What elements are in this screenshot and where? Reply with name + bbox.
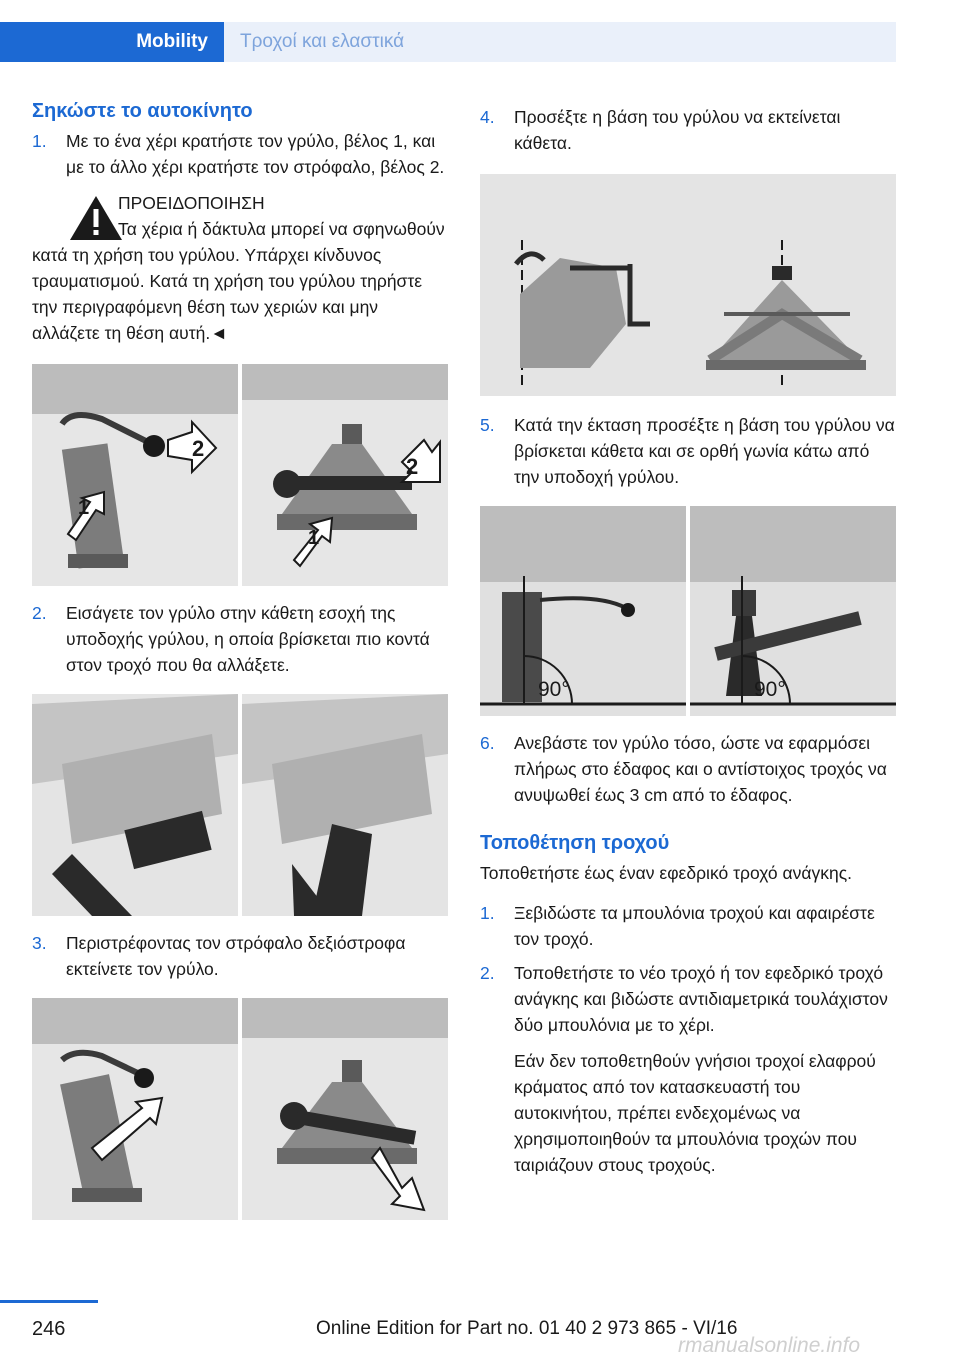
warning-triangle-icon bbox=[68, 194, 124, 242]
figure-crank-rotation bbox=[32, 998, 448, 1220]
step-text: Κατά την έκταση προσέξτε η βάση του γρύλου να βρίσκεται κάθετα και σε ορθή γωνία κάτω από την υποδοχή γρύλου. bbox=[514, 415, 895, 487]
tab-wheels-and-tires[interactable]: Τροχοί και ελαστικά bbox=[224, 22, 896, 62]
mount-step-1 bbox=[480, 900, 898, 952]
arrow-label: 1 bbox=[78, 497, 90, 519]
arrow-label: 2 bbox=[406, 454, 419, 479]
step-number: 4. bbox=[480, 107, 495, 127]
step-1 bbox=[32, 128, 450, 180]
step-number: 2. bbox=[480, 963, 495, 983]
footer-accent-line bbox=[0, 1300, 98, 1303]
arrow-label: 2 bbox=[192, 436, 205, 461]
step-3 bbox=[32, 930, 450, 982]
step-number: 2. bbox=[32, 603, 47, 623]
section-heading-mount-wheel: Τοποθέτηση τροχού bbox=[480, 832, 670, 854]
section-heading-raise-vehicle: Σηκώστε το αυτοκίνητο bbox=[32, 100, 253, 122]
warning-box bbox=[32, 190, 450, 346]
watermark-text: rmanualsonline.info bbox=[678, 1334, 861, 1357]
step-text: Με το ένα χέρι κρατήστε τον γρύλο, βέλος 1, και με το άλλο χέρι κρατήστε τον στρόφαλο, βέλος 2. bbox=[66, 131, 445, 177]
step-number: 1. bbox=[32, 131, 47, 151]
intro-text: Τοποθετήστε έως έναν εφεδρικό τροχό ανάγκης. bbox=[480, 863, 853, 883]
step-text: Τοποθετήστε το νέο τροχό ή τον εφεδρικό τροχό ανάγκης και βιδώστε αντιδιαμετρικά τουλάχιστον δύο μπουλόνια με το χέρι. bbox=[514, 963, 888, 1035]
step-text: Ανεβάστε τον γρύλο τόσο, ώστε να εφαρμόσει πλήρως στο έδαφος και ο αντίστοιχος τροχός να ανυψωθεί έως 3 cm από το έδαφος. bbox=[514, 733, 887, 805]
step-6 bbox=[480, 730, 898, 808]
step-text: Περιστρέφοντας τον στρόφαλο δεξιόστροφα εκτείνετε τον γρύλο. bbox=[66, 933, 406, 979]
step-2 bbox=[32, 600, 450, 678]
step-number: 3. bbox=[32, 933, 47, 953]
step-number: 1. bbox=[480, 903, 495, 923]
right-column bbox=[480, 96, 898, 1178]
arrow-label: 1 bbox=[308, 527, 320, 549]
step-text: Ξεβιδώστε τα μπουλόνια τροχού και αφαιρέστε τον τροχό. bbox=[514, 903, 875, 949]
step-note: Εάν δεν τοποθετηθούν γνήσιοι τροχοί ελαφρού κράματος από τον κατασκευαστή του αυτοκινήτου, πρέπει ενδεχομένως να χρησιμοποιηθούν τα μπουλόνια τροχών που ταιριάζουν στους τροχούς. bbox=[514, 1051, 876, 1175]
figure-jack-insert bbox=[32, 694, 448, 916]
angle-label-right: 90° bbox=[754, 678, 786, 701]
step-4 bbox=[480, 104, 898, 156]
step-number: 5. bbox=[480, 415, 495, 435]
figure-jack-right-angle bbox=[480, 506, 896, 716]
edition-info: Online Edition for Part no. 01 40 2 973 865 - VI/16 bbox=[316, 1318, 738, 1339]
warning-title: ΠΡΟΕΙΔΟΠΟΙΗΣΗ bbox=[118, 193, 265, 213]
page-number: 246 bbox=[32, 1318, 66, 1340]
left-column bbox=[32, 96, 450, 1220]
step-number: 6. bbox=[480, 733, 495, 753]
tab-mobility[interactable]: Mobility bbox=[0, 22, 224, 62]
figure-jack-holding bbox=[32, 364, 448, 586]
angle-label-left: 90° bbox=[538, 678, 570, 701]
step-text: Εισάγετε τον γρύλο στην κάθετη εσοχή της υποδοχής γρύλου, η οποία βρίσκεται πιο κοντά στον τροχό που θα αλλάξετε. bbox=[66, 603, 430, 675]
warning-text: Τα χέρια ή δάκτυλα μπορεί να σφηνωθούν κατά τη χρήση του γρύλου. Υπάρχει κίνδυνος τραυματισμού. Κατά τη χρήση του γρύλου τηρήστε την περιγραφόμενη θέση των χεριών και μην αλλάζετε τη θέση αυτή.◄ bbox=[32, 219, 445, 343]
step-text: Προσέξτε η βάση του γρύλου να εκτείνεται κάθετα. bbox=[514, 107, 841, 153]
step-5 bbox=[480, 412, 898, 490]
mount-step-2 bbox=[480, 960, 898, 1038]
page-header bbox=[0, 0, 960, 62]
figure-jack-vertical bbox=[480, 174, 896, 396]
